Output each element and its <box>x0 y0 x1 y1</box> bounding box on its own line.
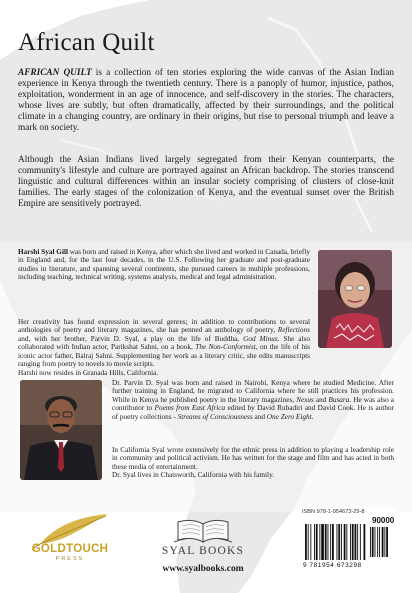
parvin-bio-text: . <box>311 412 314 421</box>
parvin-bio-text: In California Syal wrote extensively for the ethnic press in addition to playing a leadership role in community and political activism. He has written for the stage and film and has acted in both these media of entertainment. <box>112 446 394 471</box>
book-streams-of-consciousness: Streams of Consciousness <box>177 412 253 421</box>
parvin-bio-text: and <box>252 412 267 421</box>
book-god-minus: God Minus <box>243 334 278 343</box>
publisher-website: www.syalbooks.com <box>162 564 244 574</box>
syal-books-name: SYAL BOOKS <box>161 545 245 557</box>
anthology-poems-east-africa: Poems from East Africa <box>154 404 226 413</box>
isbn-barcode-icon <box>304 516 395 562</box>
harshi-bio-text: and, with her brother, Parvin D. Syal, a play on the life of Buddha, <box>18 334 244 343</box>
author-name-harshi: Harshi Syal Gill <box>18 248 68 256</box>
harshi-bio-paragraph-2 <box>18 318 310 377</box>
context-paragraph: Although the Asian Indians lived largely segregated from their Kenyan counterparts, the community's lifestyle and culture are portrayed against an African backdrop. The stories transcend linguistic and cultural differences within an insular society comprising of clusters of close-knit families. The early stages of the colonization of Kenya, and the eventual sunset over the British Empire are sensitively portrayed. <box>18 155 394 210</box>
isbn-digits: 9 781954 673298 <box>303 562 362 569</box>
harshi-bio-text: , on the life of his iconic actor father, Balraj Sahni. Supplementing her work as a literary critic, she edits manuscripts ranging from poetry to novels to movie scripts. <box>18 343 310 369</box>
parvin-bio-paragraph-2 <box>112 446 394 480</box>
author-photo-parvin <box>20 380 102 480</box>
man-portrait-icon <box>20 380 102 480</box>
synopsis-paragraph <box>18 68 394 135</box>
price-code: 90000 <box>372 516 395 525</box>
parvin-bio-paragraph-1 <box>112 379 394 421</box>
magazine-nexus: Nexus <box>296 395 314 404</box>
woman-portrait-icon <box>318 250 392 348</box>
parvin-residence: Dr. Syal lives in Chatsworth, California with his family. <box>112 471 275 480</box>
isbn-label: ISBN 978-1-954673-29-8 <box>302 509 365 515</box>
synopsis-title: AFRICAN QUILT <box>18 68 92 78</box>
parvin-bio-text: Dr. Parvin D. Syal was born and raised in Nairobi, Kenya where he studied Medicine. After further training in England, he migrated to California where he still practices his profession. While in Kenya he published poetry in the literary magazines, <box>112 379 394 404</box>
parvin-bio-text: and <box>313 395 329 404</box>
syal-books-logo-icon <box>152 512 254 546</box>
book-one-zero-eight: One Zero Eight <box>266 412 312 421</box>
book-reflections: Reflections <box>277 326 310 335</box>
parvin-bio-text: . He was also a contributor to <box>112 395 394 413</box>
harshi-residence: Harshi now resides in Granada Hills, California. <box>18 368 159 377</box>
book-non-conformist: The Non-Conformist <box>195 343 256 352</box>
harshi-bio-text: Her creativity has found expression in several genres; in addition to contributions to several anthologies of poetry and literary magazines, she has penned an anthology of poetry, <box>18 318 310 335</box>
goldtouch-press-name: GOLDTOUCH <box>31 543 109 555</box>
synopsis-text: is a collection of ten stories exploring the wide canvas of the Asian Indian experience in Kenya through the twentieth century. There is a panoply of humor, injustice, pathos, exploitation, wonderment in an age of innocence, and self-discovery in the stories. The characters, whose lives are subtly, but often dramatically, affected by their surroundings, and the political climate in a changing country, are ordinary in their origins, but rise to personal triumph and leave a mark on society. <box>18 68 394 134</box>
goldtouch-press-subtitle: PRESS <box>55 556 85 562</box>
book-title: African Quilt <box>18 29 155 56</box>
harshi-bio-text: . She also collaborated with Indian actor, Parikshat Sahni, on a book, <box>18 334 310 352</box>
magazine-busara: Busara <box>328 395 350 404</box>
author-photo-harshi <box>318 250 392 348</box>
harshi-bio-text: was born and raised in Kenya, after which she lived and worked in Canada, briefly in England and, for the last four decades, in the U.S. Following her graduate and post-graduate studies in literature, and spanning several continents, she pursued careers in multiple professions, including teaching, technical writing, systems analysis, medical and legal administration. <box>18 248 310 282</box>
parvin-bio-text: edited by David Rubadiri and David Cook. He is author of poetry collections - <box>112 404 394 421</box>
harshi-bio-paragraph-1 <box>18 248 310 282</box>
